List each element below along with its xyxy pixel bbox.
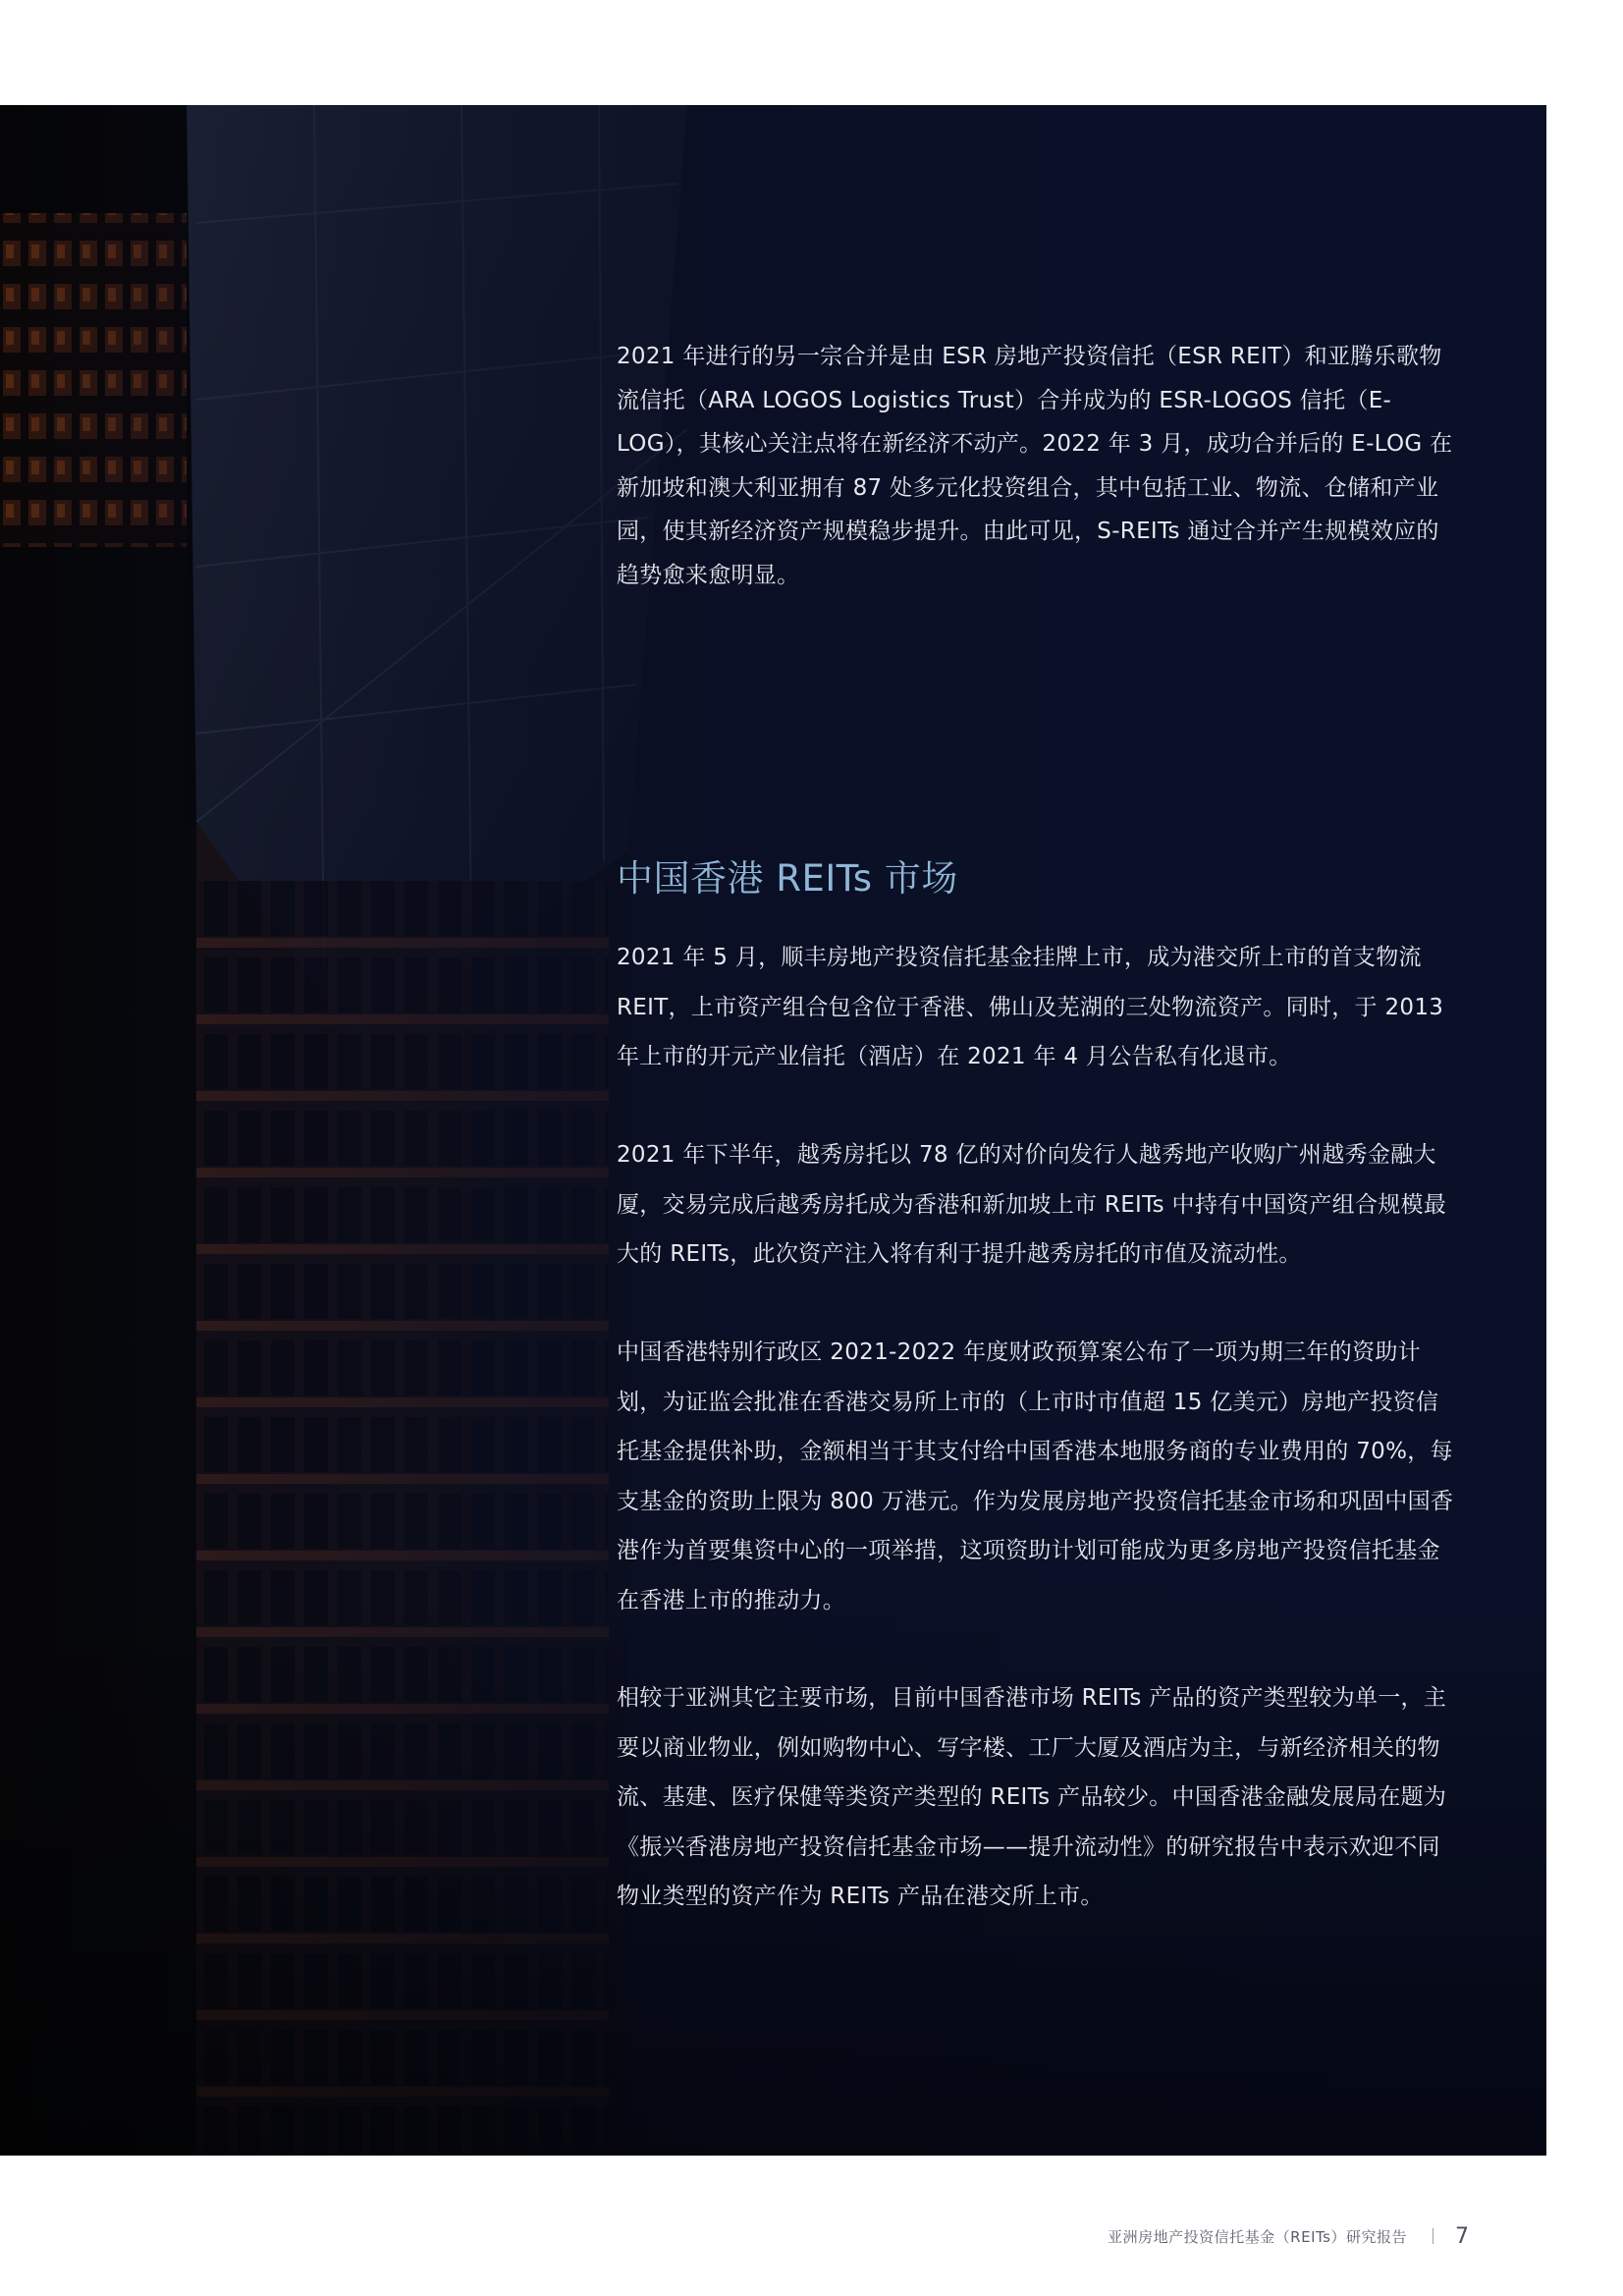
section-title: 中国香港 REITs 市场 [617, 857, 958, 900]
intro-paragraph: 2021 年进行的另一宗合并是由 ESR 房地产投资信托（ESR REIT）和亚腾乐歌物流信托（ARA LOGOS Logistics Trust）合并成为的 ESR-LOGOS 信托（E-LOG），其核心关注点将在新经济不动产。2022 年 3 月，成功合并后的 E-LOG 在新加坡和澳大利亚拥有 87 处多元化投资组合，其中包括工业、物流、仓储和产业园，使其新经济资产规模稳步提升。由此可见，S-REITs 通过合并产生规模效应的趋势愈来愈明显。 [617, 344, 1453, 588]
section-paragraph-3: 中国香港特别行政区 2021-2022 年度财政预算案公布了一项为期三年的资助计划，为证监会批准在香港交易所上市的（上市时市值超 15 亿美元）房地产投资信托基金提供补助，金额相当于其支付给中国香港本地服务商的专业费用的 70%，每支基金的资助上限为 800 万港元。作为发展房地产投资信托基金市场和巩固中国香港作为首要集资中心的一项举措，这项资助计划可能成为更多房地产投资信托基金在香港上市的推动力。 [617, 1339, 1454, 1613]
section-paragraph-4: 相较于亚洲其它主要市场，目前中国香港市场 REITs 产品的资产类型较为单一，主要以商业物业，例如购物中心、写字楼、工厂大厦及酒店为主，与新经济相关的物流、基建、医疗保健等类资产类型的 REITs 产品较少。中国香港金融发展局在题为《振兴香港房地产投资信托基金市场——提升流动性》的研究报告中表示欢迎不同物业类型的资产作为 REITs 产品在港交所上市。 [617, 1685, 1447, 1909]
section-paragraph-1: 2021 年 5 月，顺丰房地产投资信托基金挂牌上市，成为港交所上市的首支物流 REIT，上市资产组合包含位于香港、佛山及芜湖的三处物流资产。同时，于 2013 年上市的开元产业信托（酒店）在 2021 年 4 月公告私有化退市。 [617, 945, 1444, 1069]
footer-divider [1433, 2228, 1434, 2244]
section-paragraph-2: 2021 年下半年，越秀房托以 78 亿的对价向发行人越秀地产收购广州越秀金融大厦，交易完成后越秀房托成为香港和新加坡上市 REITs 中持有中国资产组合规模最大的 REITs，此次资产注入将有利于提升越秀房托的市值及流动性。 [617, 1142, 1447, 1267]
hero-background [0, 105, 1546, 2156]
page-footer [1108, 2221, 1469, 2251]
page-number: 7 [1455, 2223, 1469, 2249]
footer-report-title: 亚洲房地产投资信托基金（REITs）研究报告 [1108, 2227, 1407, 2246]
